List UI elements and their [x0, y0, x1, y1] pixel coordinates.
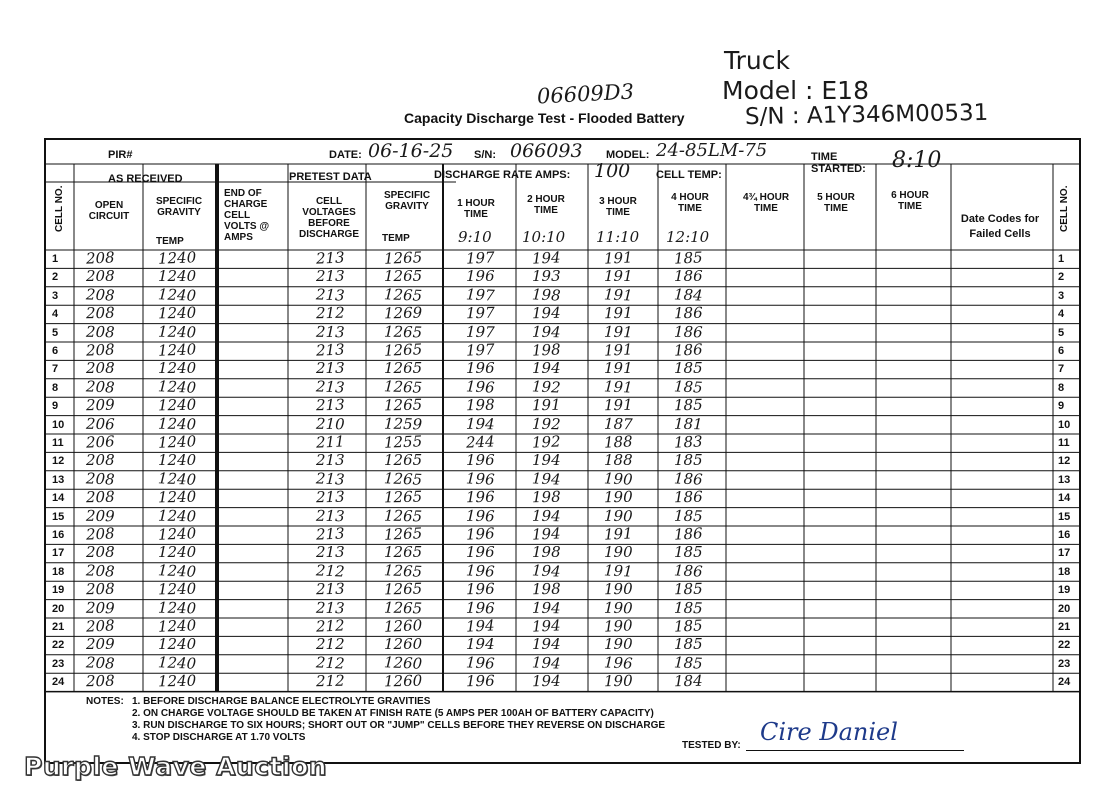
cell-h2: 192	[531, 414, 561, 433]
cell-h1: 194	[465, 414, 495, 433]
serial-note: S/N : A1Y346M00531	[744, 99, 989, 131]
hour5-header: 5 HOUR TIME	[817, 192, 855, 214]
cell-sg: 1240	[157, 395, 197, 415]
cell-oc: 208	[85, 303, 115, 323]
cell-sg2: 1259	[383, 414, 423, 433]
cell-h3: 190	[603, 579, 633, 599]
cell-cv: 213	[316, 267, 345, 286]
notes-label: NOTES:	[86, 696, 124, 707]
cell-h4: 185	[673, 395, 703, 415]
cell-h2: 194	[531, 469, 562, 489]
cell-h3: 188	[603, 432, 634, 452]
cell-number-left: 24	[52, 676, 65, 689]
cell-number-right: 19	[1058, 584, 1071, 597]
cell-h3: 190	[603, 671, 633, 691]
cell-h1: 197	[465, 303, 495, 323]
cell-oc: 208	[85, 653, 116, 673]
cell-cv: 212	[315, 653, 346, 673]
cell-h2: 194	[531, 653, 562, 673]
cell-number-right: 14	[1058, 492, 1071, 505]
cell-oc: 208	[85, 671, 115, 691]
cell-number-right: 22	[1058, 639, 1071, 652]
cell-cv: 213	[315, 377, 346, 397]
cell-oc: 208	[85, 285, 116, 305]
cell-h4: 185	[674, 543, 703, 562]
specific-gravity-2-header: SPECIFIC GRAVITY	[383, 190, 431, 212]
cell-h4: 185	[673, 598, 703, 617]
cell-cv: 213	[315, 598, 345, 617]
hour1-header: 1 HOUR TIME	[457, 198, 495, 220]
hour3-time: 11:10	[596, 228, 640, 246]
cell-h2: 194	[531, 598, 561, 617]
cell-h1: 197	[465, 285, 496, 305]
cell-h2: 194	[531, 303, 561, 323]
cell-sg: 1240	[157, 598, 197, 617]
top-code-note: 06609D3	[536, 79, 635, 109]
cell-sg: 1240	[157, 561, 197, 581]
model-value: 24-85LM-75	[656, 140, 768, 161]
cell-h3: 191	[603, 340, 634, 360]
cell-cv: 212	[315, 303, 345, 323]
cell-sg: 1240	[157, 469, 197, 489]
cell-h2: 194	[531, 322, 561, 341]
cell-cv: 213	[315, 487, 345, 507]
cell-number-right: 17	[1058, 547, 1071, 560]
cell-sg: 1240	[157, 340, 197, 360]
cell-cv: 212	[315, 616, 346, 636]
cell-sg2: 1265	[384, 451, 423, 470]
cell-sg: 1240	[157, 414, 197, 433]
cell-number-right: 23	[1058, 657, 1071, 670]
cell-oc: 208	[86, 359, 115, 378]
cell-sg: 1240	[157, 322, 197, 341]
cell-number-left: 1	[52, 253, 59, 265]
cell-sg: 1240	[157, 432, 197, 452]
cell-number-left: 12	[52, 455, 65, 468]
cell-sg2: 1265	[384, 359, 423, 378]
cell-number-right: 12	[1058, 455, 1071, 468]
cell-sg2: 1265	[383, 487, 423, 507]
as-received-label: AS RECEIVED	[108, 173, 183, 185]
cell-sg2: 1255	[383, 432, 423, 452]
cell-number-left: 3	[52, 289, 59, 302]
cell-number-right: 5	[1058, 326, 1065, 339]
hour6-header: 6 HOUR TIME	[891, 190, 929, 212]
cell-number-right: 13	[1058, 473, 1071, 486]
cell-number-left: 6	[52, 345, 59, 357]
cell-h2: 198	[531, 285, 562, 305]
cell-h1: 197	[465, 248, 496, 268]
cell-h4: 186	[673, 303, 703, 323]
cell-h2: 194	[531, 616, 562, 636]
cell-h1: 196	[465, 506, 495, 525]
pir-label: PIR#	[108, 149, 133, 161]
cell-h3: 191	[604, 267, 633, 286]
cell-voltages-header: CELL VOLTAGES BEFORE DISCHARGE	[298, 196, 359, 240]
cell-sg: 1240	[158, 359, 197, 378]
note-1: 1. BEFORE DISCHARGE BALANCE ELECTROLYTE GRAVITIES	[132, 696, 431, 707]
cell-oc: 208	[86, 451, 115, 470]
cell-oc: 208	[85, 487, 115, 507]
cell-sg2: 1260	[383, 616, 423, 636]
cell-h1: 197	[465, 340, 496, 360]
cell-h4: 185	[673, 579, 703, 599]
cell-oc: 208	[85, 377, 116, 397]
hour4-time: 12:10	[666, 228, 710, 246]
cell-oc: 208	[85, 469, 116, 489]
cell-number-left: 9	[52, 400, 59, 413]
cell-sg2: 1265	[383, 561, 423, 581]
cell-sg: 1240	[157, 616, 197, 636]
cell-h3: 187	[603, 414, 633, 433]
cell-h2: 192	[531, 377, 562, 397]
cell-h2: 198	[531, 579, 561, 599]
cell-h4: 185	[674, 359, 703, 378]
cell-h2: 194	[531, 561, 562, 581]
cell-number-right: 7	[1058, 363, 1065, 376]
cell-number-left: 15	[52, 510, 65, 523]
cell-sg2: 1260	[383, 653, 423, 673]
cell-number-left: 18	[52, 565, 65, 578]
cell-number-left: 23	[52, 657, 65, 670]
form-title: Capacity Discharge Test - Flooded Battery	[404, 110, 685, 126]
cell-h3: 190	[603, 487, 633, 507]
cell-cv: 213	[315, 395, 345, 415]
cell-h2: 198	[531, 340, 562, 360]
time-started-value: 8:10	[892, 148, 942, 173]
hour4-header: 4 HOUR TIME	[671, 192, 709, 214]
cell-h3: 191	[603, 322, 633, 341]
cell-sg2: 1269	[383, 303, 423, 323]
hour2-header: 2 HOUR TIME	[527, 194, 565, 216]
cell-h3: 190	[603, 506, 633, 525]
time-started-label: TIME STARTED:	[811, 151, 866, 175]
cell-cv: 213	[315, 579, 345, 599]
cell-oc: 206	[85, 414, 115, 433]
cell-h3: 190	[603, 598, 633, 617]
cell-sg: 1240	[157, 671, 197, 691]
cell-number-right: 3	[1058, 289, 1065, 302]
cell-h4: 186	[673, 487, 703, 507]
cell-number-right: 24	[1058, 676, 1071, 689]
cell-h1: 198	[465, 395, 495, 415]
cell-h4: 186	[674, 267, 703, 286]
cell-sg2: 1265	[384, 267, 423, 286]
temp-header: TEMP	[156, 236, 184, 247]
tested-by-line	[746, 750, 964, 751]
cell-h1: 196	[465, 561, 496, 581]
cell-sg: 1240	[157, 524, 197, 544]
cell-h4: 181	[673, 414, 703, 433]
cell-h4: 183	[673, 432, 704, 452]
cell-h3: 190	[604, 635, 633, 654]
cell-sg: 1240	[158, 267, 197, 286]
cell-h1: 196	[465, 524, 496, 544]
cell-cv: 213	[315, 248, 346, 268]
cell-oc: 208	[85, 248, 116, 268]
truck-note: Truck	[724, 46, 790, 75]
cell-h1: 196	[465, 469, 496, 489]
cell-oc: 209	[86, 635, 115, 654]
cell-h2: 194	[531, 506, 561, 525]
cell-sg2: 1260	[383, 671, 423, 691]
cell-sg2: 1265	[383, 598, 423, 617]
cell-h2: 192	[531, 432, 562, 452]
cell-h3: 191	[603, 395, 633, 415]
cell-sg: 1240	[157, 285, 197, 305]
cell-h4: 185	[674, 451, 703, 470]
cell-h4: 186	[673, 524, 704, 544]
cell-cv: 212	[315, 671, 345, 691]
note-2: 2. ON CHARGE VOLTAGE SHOULD BE TAKEN AT FINISH RATE (5 AMPS PER 100AH OF BATTERY CAPACITY)	[132, 708, 654, 719]
cell-number-left: 14	[52, 492, 65, 505]
cell-h3: 188	[604, 451, 633, 470]
cell-cv: 213	[315, 322, 345, 341]
cell-number-right: 4	[1058, 308, 1065, 321]
cell-sg: 1240	[158, 543, 197, 562]
cell-number-right: 16	[1058, 529, 1071, 541]
cell-h4: 185	[673, 248, 704, 268]
temp-2-header: TEMP	[382, 233, 410, 244]
cell-oc: 208	[85, 322, 115, 341]
cell-sg: 1240	[157, 506, 197, 525]
cell-sg2: 1265	[383, 524, 423, 544]
cell-number-right: 6	[1058, 345, 1065, 357]
date-label: DATE:	[329, 149, 362, 161]
cell-h1: 196	[465, 377, 496, 397]
cell-h3: 190	[604, 543, 633, 562]
cell-number-right: 20	[1058, 602, 1071, 615]
cell-oc: 209	[85, 598, 115, 617]
hour2-time: 10:10	[522, 228, 566, 246]
hour3-header: 3 HOUR TIME	[599, 196, 637, 218]
pretest-data-label: PRETEST DATA	[289, 171, 372, 183]
cell-no-header-right: CELL NO.	[1059, 185, 1070, 232]
cell-temp-label: CELL TEMP:	[656, 169, 722, 181]
cell-sg2: 1265	[383, 469, 423, 489]
cell-sg2: 1265	[383, 395, 423, 415]
cell-sg: 1240	[157, 248, 197, 268]
cell-h4: 185	[673, 506, 703, 525]
cell-h2: 194	[532, 359, 561, 378]
end-of-charge-header: END OF CHARGE CELL VOLTS @ AMPS	[224, 188, 270, 243]
discharge-rate-value: 100	[594, 160, 631, 182]
cell-sg: 1240	[157, 579, 197, 599]
cell-number-left: 7	[52, 363, 59, 376]
cell-h3: 191	[603, 524, 634, 544]
cell-h3: 190	[603, 469, 634, 489]
cell-number-left: 13	[52, 473, 65, 486]
cell-sg: 1240	[157, 377, 197, 397]
cell-h1: 196	[466, 267, 495, 286]
cell-h3: 196	[603, 653, 634, 673]
cell-oc: 209	[85, 395, 115, 415]
cell-h1: 194	[466, 635, 495, 654]
cell-cv: 212	[315, 561, 346, 581]
cell-sg: 1240	[158, 451, 197, 470]
cell-sg2: 1265	[383, 248, 423, 268]
cell-h1: 196	[465, 487, 495, 507]
sn-value: 066093	[510, 140, 583, 162]
note-4: 4. STOP DISCHARGE AT 1.70 VOLTS	[132, 732, 306, 743]
cell-number-left: 5	[52, 326, 59, 339]
cell-number-left: 22	[52, 639, 65, 652]
cell-cv: 210	[315, 414, 345, 433]
cell-h2: 198	[531, 487, 561, 507]
model-note: Model : E18	[722, 76, 869, 105]
cell-h4: 185	[674, 635, 703, 654]
cell-oc: 208	[85, 579, 115, 599]
cell-h1: 244	[465, 432, 496, 452]
cell-h4: 185	[673, 653, 704, 673]
cell-h1: 196	[465, 579, 495, 599]
watermark: Purple Wave Auction	[24, 752, 328, 781]
cell-h2: 194	[531, 524, 562, 544]
cell-sg: 1240	[157, 653, 197, 673]
cell-h4: 185	[673, 377, 704, 397]
cell-h3: 191	[603, 377, 634, 397]
cell-cv: 212	[316, 635, 345, 654]
cell-number-left: 20	[52, 602, 65, 615]
cell-number-right: 9	[1058, 400, 1065, 413]
hour4-75-header: 4¾ HOUR TIME	[742, 192, 790, 214]
cell-sg2: 1265	[383, 377, 423, 397]
cell-h2: 194	[532, 451, 561, 470]
cell-number-left: 17	[52, 547, 65, 560]
cell-number-left: 19	[52, 584, 65, 597]
cell-sg2: 1265	[383, 506, 423, 525]
cell-cv: 213	[315, 524, 346, 544]
cell-number-left: 16	[52, 529, 65, 541]
cell-oc: 206	[85, 432, 116, 452]
cell-number-left: 2	[52, 271, 59, 284]
cell-h1: 196	[466, 359, 495, 378]
cell-h2: 193	[532, 267, 561, 286]
cell-cv: 211	[315, 432, 346, 452]
cell-number-right: 18	[1058, 565, 1071, 578]
date-codes-header: Date Codes for Failed Cells	[960, 213, 1040, 240]
cell-oc: 208	[86, 267, 115, 286]
cell-number-left: 8	[52, 381, 59, 394]
tested-by-label: TESTED BY:	[682, 740, 741, 751]
model-label: MODEL:	[606, 149, 650, 161]
cell-cv: 213	[315, 285, 346, 305]
cell-sg2: 1265	[384, 543, 423, 562]
cell-no-header-left: CELL NO.	[54, 185, 65, 232]
cell-h4: 186	[673, 322, 703, 341]
cell-cv: 213	[315, 340, 346, 360]
cell-h1: 197	[465, 322, 495, 341]
cell-number-right: 21	[1058, 621, 1071, 633]
cell-cv: 213	[315, 506, 345, 525]
cell-h3: 191	[603, 561, 634, 581]
cell-cv: 213	[315, 469, 346, 489]
cell-h1: 196	[466, 451, 495, 470]
cell-h2: 191	[531, 395, 561, 415]
cell-h4: 184	[673, 671, 703, 691]
open-circuit-header: OPEN CIRCUIT	[88, 200, 130, 222]
cell-number-right: 11	[1058, 437, 1070, 449]
cell-sg: 1240	[157, 303, 197, 323]
cell-number-right: 1	[1058, 253, 1065, 265]
cell-h3: 191	[603, 285, 634, 305]
cell-h3: 191	[603, 303, 633, 323]
note-3: 3. RUN DISCHARGE TO SIX HOURS; SHORT OUT OR "JUMP" CELLS BEFORE THEY REVERSE ON DISCHARGE	[132, 720, 666, 731]
hour1-time: 9:10	[458, 228, 492, 246]
sn-label: S/N:	[474, 149, 496, 161]
discharge-rate-label: DISCHARGE RATE AMPS:	[434, 169, 571, 181]
date-value: 06-16-25	[368, 140, 454, 162]
cell-number-right: 2	[1058, 271, 1065, 284]
cell-number-right: 10	[1058, 418, 1071, 431]
cell-h3: 191	[603, 248, 634, 268]
cell-number-left: 4	[52, 308, 59, 321]
cell-sg2: 1260	[384, 635, 423, 654]
cell-cv: 213	[316, 359, 345, 378]
cell-sg2: 1265	[383, 285, 423, 305]
cell-number-left: 11	[52, 437, 64, 449]
cell-h2: 194	[531, 248, 562, 268]
cell-h1: 196	[465, 653, 496, 673]
cell-h4: 186	[673, 469, 704, 489]
cell-h2: 194	[532, 635, 561, 654]
cell-sg2: 1265	[383, 340, 423, 360]
cell-cv: 213	[316, 451, 345, 470]
cell-sg2: 1265	[383, 322, 423, 341]
cell-sg: 1240	[158, 635, 197, 654]
cell-h3: 190	[603, 616, 634, 636]
cell-oc: 209	[85, 506, 115, 525]
cell-number-left: 10	[52, 418, 65, 431]
cell-oc: 208	[85, 524, 116, 544]
cell-sg2: 1265	[383, 579, 423, 599]
cell-cv: 213	[316, 543, 345, 562]
cell-h1: 196	[466, 543, 495, 562]
cell-sg: 1240	[157, 487, 197, 507]
cell-h2: 194	[531, 671, 561, 691]
cell-h4: 186	[673, 561, 704, 581]
cell-h4: 184	[673, 285, 704, 305]
cell-h1: 196	[465, 598, 495, 617]
cell-number-right: 8	[1058, 381, 1065, 394]
cell-oc: 208	[85, 616, 116, 636]
cell-h1: 196	[465, 671, 495, 691]
discharge-test-form	[44, 138, 1081, 764]
cell-number-left: 21	[52, 621, 65, 633]
cell-oc: 208	[85, 561, 116, 581]
cell-oc: 208	[85, 340, 116, 360]
cell-h1: 194	[465, 616, 496, 636]
cell-h4: 185	[673, 616, 704, 636]
cell-h3: 191	[604, 359, 633, 378]
cell-oc: 208	[86, 543, 115, 562]
specific-gravity-header: SPECIFIC GRAVITY	[155, 196, 203, 218]
tester-signature: Cire Daniel	[760, 718, 898, 746]
cell-number-right: 15	[1058, 510, 1071, 523]
cell-h2: 198	[532, 543, 561, 562]
cell-h4: 186	[673, 340, 704, 360]
